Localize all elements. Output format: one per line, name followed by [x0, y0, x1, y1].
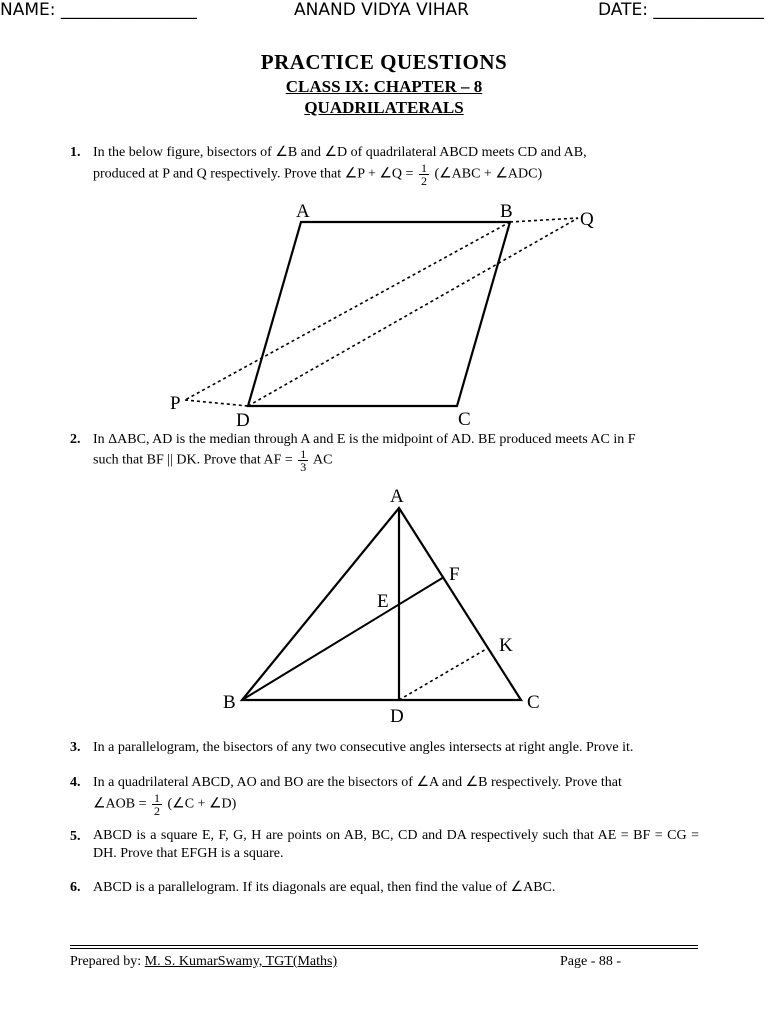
question-1-statement: produced at P and Q respectively. Prove that ∠P + ∠Q = [93, 166, 414, 182]
question-4-expression: (∠C + ∠D) [167, 796, 237, 812]
question-5-text: ABCD is a square E, F, G, H are points on AB, BC, CD and DA respectively such that AE = BF = CG = DH. Prove that EFGH is a square. [93, 828, 699, 861]
author-name: M. S. KumarSwamy, TGT(Maths) [144, 954, 338, 969]
footer-divider [70, 945, 698, 949]
label-p: P [170, 393, 181, 414]
question-number: 6. [70, 880, 81, 895]
question-4-line1: In a quadrilateral ABCD, AO and BO are the bisectors of ∠A and ∠B respectively. Prove that [93, 775, 622, 790]
page-title: PRACTICE QUESTIONS [260, 50, 508, 74]
label-a: A [390, 486, 404, 507]
question-4-statement: ∠AOB = [93, 796, 147, 812]
parallelogram-abcd [248, 222, 510, 406]
label-a: A [296, 201, 310, 222]
footer-credit [70, 954, 337, 970]
label-c: C [527, 692, 540, 713]
question-2-line1: In ΔABC, AD is the median through A and E is the midpoint of AD. BE produced meets AC in F [93, 432, 636, 447]
triangle-figure [220, 480, 560, 725]
question-number: 2. [70, 432, 81, 447]
question-4-line2 [93, 792, 699, 817]
question-2-expression: AC [313, 452, 333, 468]
label-k: K [499, 635, 513, 656]
question-number: 3. [70, 740, 81, 755]
bisector-bp [185, 222, 510, 400]
date-field-label: DATE: _____________ [598, 0, 764, 20]
topic-heading: QUADRILATERALS [304, 98, 464, 117]
fraction: $\frac{1}{2}$ [154, 791, 161, 818]
question-2-line2 [93, 448, 699, 473]
cd-produced [185, 400, 248, 406]
label-b: B [223, 692, 236, 713]
line-bf [242, 577, 444, 700]
bisector-dq [248, 218, 578, 406]
parallelogram-figure [160, 195, 610, 430]
question-1-line1: In the below figure, bisectors of ∠B and ∠D of quadrilateral ABCD meets CD and AB, [93, 145, 587, 160]
class-chapter-heading: CLASS IX: CHAPTER – 8 [285, 77, 483, 96]
fraction: $\frac{1}{2}$ [420, 161, 427, 188]
question-2-statement: such that BF || DK. Prove that AF = [93, 452, 293, 468]
label-f: F [449, 564, 460, 585]
question-6-text: ABCD is a parallelogram. If its diagonals are equal, then find the value of ∠ABC. [93, 880, 556, 895]
question-1-expression: (∠ABC + ∠ADC) [434, 166, 543, 182]
fraction: $\frac{1}{3}$ [300, 447, 307, 474]
question-number: 4. [70, 775, 81, 790]
label-q: Q [580, 209, 594, 230]
question-number: 5. [70, 829, 81, 844]
question-number: 1. [70, 145, 81, 160]
name-field-label: NAME: ________________ [0, 0, 197, 20]
question-3-text: In a parallelogram, the bisectors of any two consecutive angles intersects at right angle. Prove it. [93, 740, 634, 755]
label-c: C [458, 409, 471, 430]
label-b: B [500, 201, 513, 222]
ab-produced [510, 218, 578, 222]
line-dk [399, 648, 488, 700]
label-d: D [236, 410, 250, 430]
question-1-line2 [93, 162, 699, 187]
label-d: D [390, 706, 404, 725]
page-number: Page - 88 - [560, 954, 622, 969]
label-e: E [377, 591, 389, 612]
school-name: ANAND VIDYA VIHAR [294, 0, 469, 20]
prepared-by-label: Prepared by: [70, 954, 142, 969]
